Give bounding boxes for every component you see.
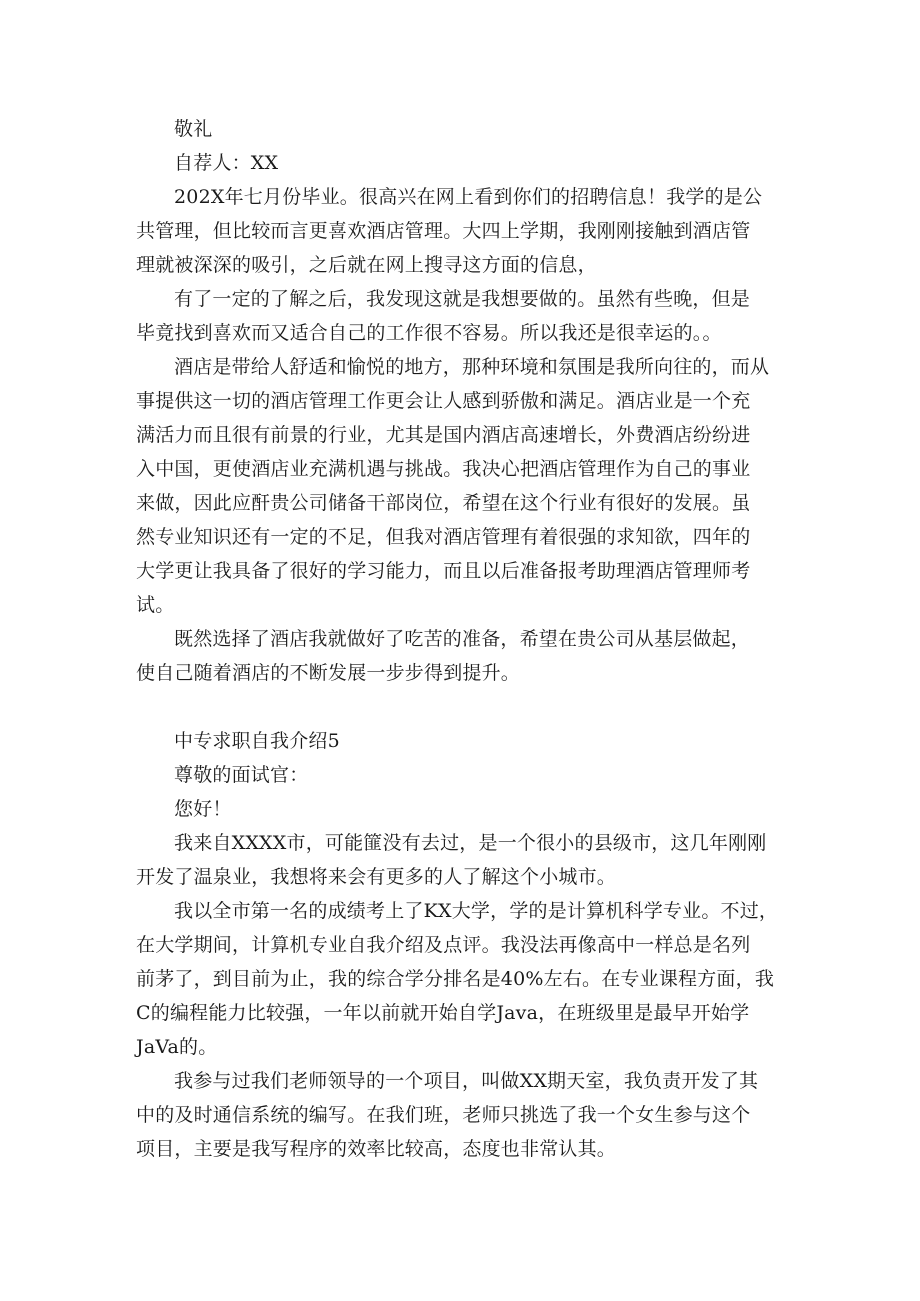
paragraph-project <box>136 1064 796 1166</box>
paragraph-understanding <box>136 282 796 350</box>
paragraph-line: 我参与过我们老师领导的一个项目，叫做XX期天室，我负责开发了其 <box>174 1070 759 1092</box>
document-body <box>136 112 796 1166</box>
paragraph-line: 满活力而且很有前景的行业，尤其是国内酒店高速增长，外费酒店纷纷进 <box>136 424 751 446</box>
paragraph-graduation <box>136 180 796 282</box>
paragraph-line: 前茅了，到目前为止，我的综合学分排名是40%左右。在专业课程方面，我 <box>136 968 775 990</box>
greeting: 尊敬的面试官： <box>174 764 309 786</box>
paragraph-line: C的编程能力比较强，一年以前就开始自学Java，在班级里是最早开始学 <box>136 1002 750 1024</box>
paragraph-line: 酒店是带给人舒适和愉悦的地方，那种环境和氛围是我所向往的，而从 <box>174 356 770 378</box>
paragraph-line: 我来自XXXX市，可能篚没有去过，是一个很小的县级市，这几年刚刚 <box>174 832 767 854</box>
paragraph-line: 理就被深深的吸引，之后就在网上搜寻这方面的信息， <box>136 254 597 276</box>
paragraph-line: 使自己随着酒店的不断发展一步步得到提升。 <box>136 662 521 684</box>
signature: 自荐人：XX <box>174 152 279 174</box>
paragraph-line: 入中国，更使酒店业充满机遇与挑战。我决心把酒店管理作为自己的事业 <box>136 458 751 480</box>
paragraph-hometown <box>136 826 796 894</box>
paragraph-line: 在大学期间，计算机专业自我介绍及点评。我没法再像高中一样总是名列 <box>136 934 751 956</box>
paragraph-university <box>136 894 796 1064</box>
paragraph-hotel <box>136 350 796 622</box>
paragraph-line: 大学更让我具备了很好的学习能力，而且以后准备报考助理酒店管理师考 <box>136 560 751 582</box>
paragraph-line: 有了一定的了解之后，我发现这就是我想要做的。虽然有些晚，但是 <box>174 288 751 310</box>
section-gap <box>136 690 796 724</box>
paragraph-line: 事提供这一切的酒店管理工作更会让人感到骄傲和满足。酒店业是一个充 <box>136 390 751 412</box>
paragraph-line: 然专业知识还有一定的不足，但我对酒店管理有着很强的求知欲，四年的 <box>136 526 751 548</box>
paragraph-line: 中的及时通信系统的编写。在我们班，老师只挑选了我一个女生参与这个 <box>136 1104 751 1126</box>
salutation: 敬礼 <box>174 118 213 140</box>
paragraph-line: 202X年七月份毕业。很高兴在网上看到你们的招聘信息！我学的是公 <box>174 186 763 208</box>
section-heading: 中专求职自我介绍5 <box>174 730 340 752</box>
paragraph-line: 来做，因此应酐贵公司储备干部岗位，希望在这个行业有很好的发展。虽 <box>136 492 751 514</box>
paragraph-line: 开发了温泉业，我想将来会有更多的人了解这个小城市。 <box>136 866 617 888</box>
paragraph-line: JaVa的。 <box>136 1036 218 1058</box>
paragraph-line: 项目，主要是我写程序的效率比较高，态度也非常认其。 <box>136 1138 617 1160</box>
paragraph-line: 既然选择了酒店我就做好了吃苦的准备，希望在贵公司从基层做起， <box>174 628 751 650</box>
paragraph-line: 试。 <box>136 594 175 616</box>
paragraph-line: 共管理，但比较而言更喜欢酒店管理。大四上学期，我刚刚接触到酒店管 <box>136 220 751 242</box>
hello: 您好！ <box>174 798 232 820</box>
paragraph-commitment <box>136 622 796 690</box>
paragraph-line: 我以全市第一名的成绩考上了KX大学，学的是计算机科学专业。不过， <box>174 900 779 922</box>
paragraph-line: 毕竟找到喜欢而又适合自己的工作很不容易。所以我还是很幸运的。。 <box>136 322 722 344</box>
